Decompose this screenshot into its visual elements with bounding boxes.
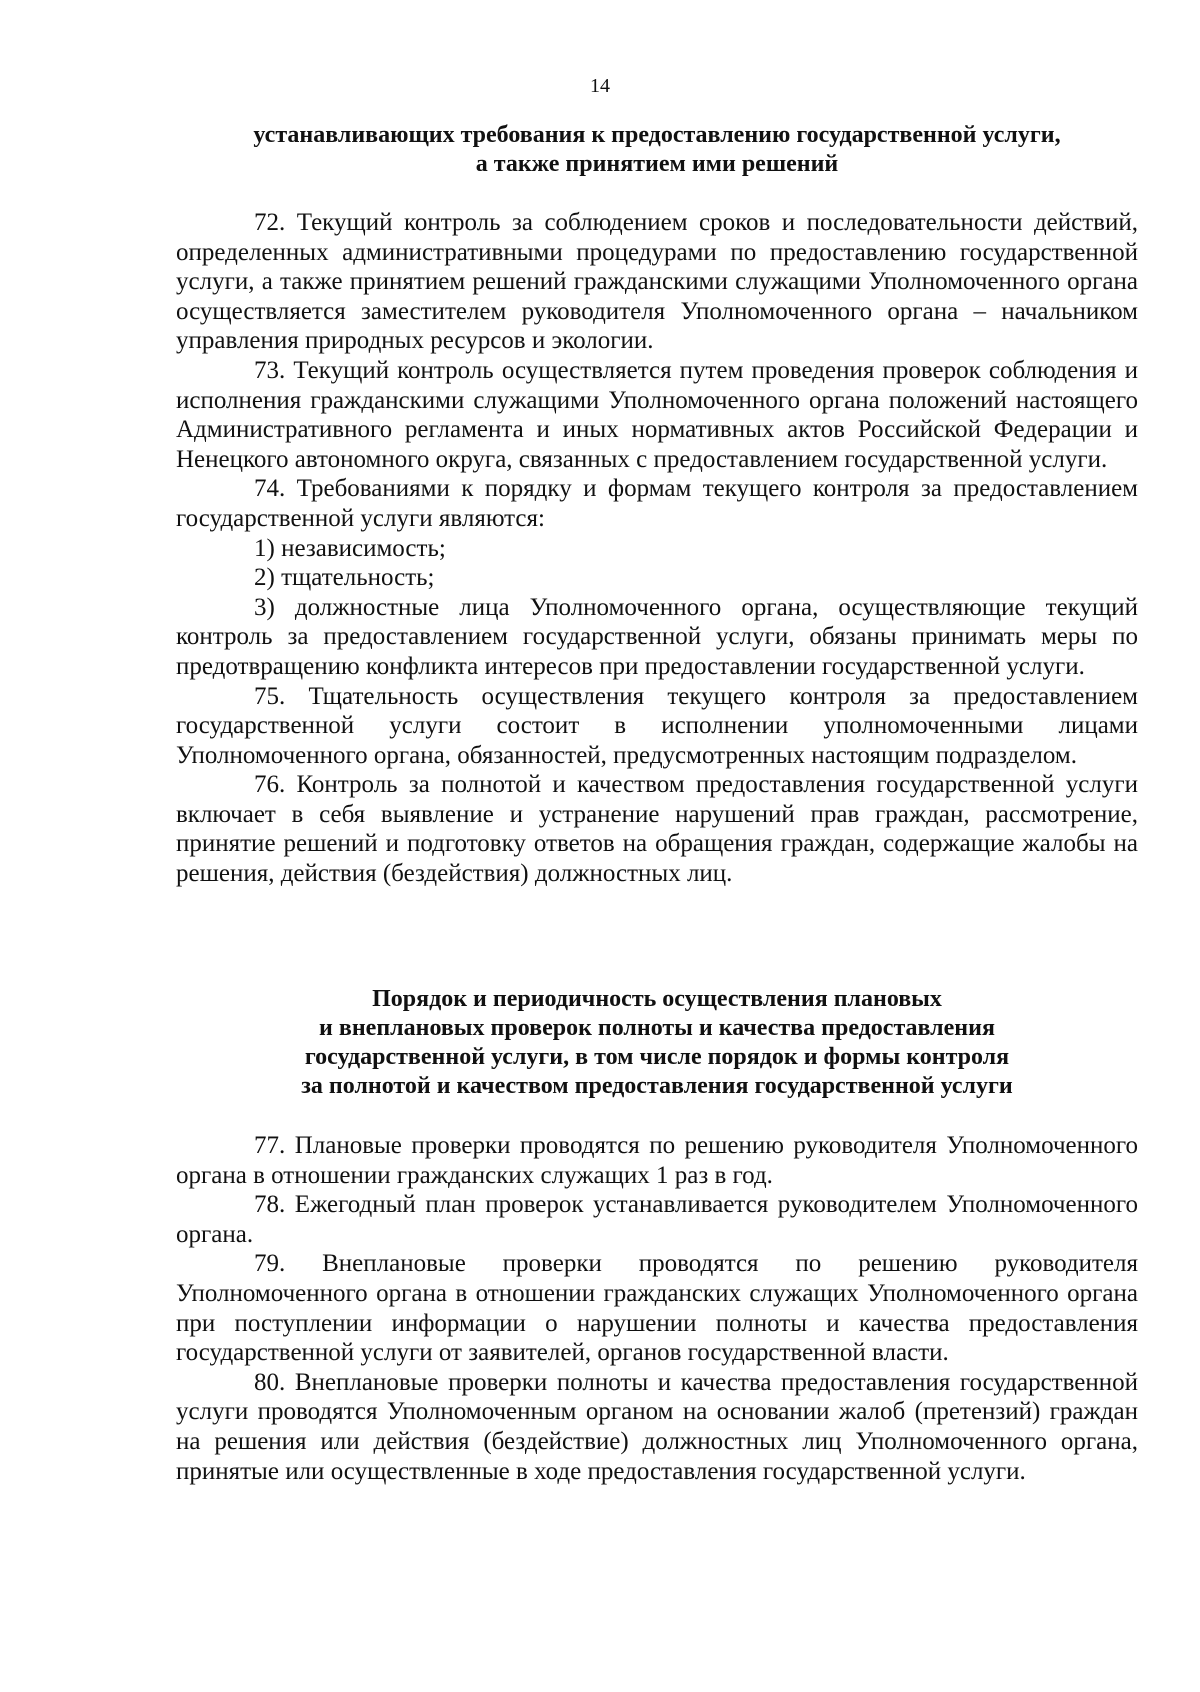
section-body-2: [176, 1131, 1138, 1486]
paragraph-78: 78. Ежегодный план проверок устанавливается руководителем Уполномоченного органа.: [176, 1191, 1138, 1248]
heading-line: а также принятием ими решений: [475, 151, 839, 177]
paragraph-79: 79. Внеплановые проверки проводятся по решению руководителя Уполномоченного органа в отношении гражданских служащих Уполномоченного органа при поступлении информации о нарушении полноты и качества предоставления государственной услуги от заявителей, органов государственной власти.: [176, 1250, 1138, 1367]
heading-line: за полнотой и качеством предоставления государственной услуги: [301, 1073, 1013, 1099]
section-body-1: [176, 208, 1138, 889]
list-item-2: 2) тщательность;: [254, 564, 435, 592]
heading-line: государственной услуги, в том числе порядок и формы контроля: [304, 1044, 1010, 1070]
list-item-1: 1) независимость;: [254, 534, 446, 562]
paragraph-80: 80. Внеплановые проверки полноты и качества предоставления государственной услуги проводятся Уполномоченным органом на основании жалоб (претензий) граждан на решения или действия (бездействие) должностных лиц Уполномоченного органа, принятые или осуществленные в ходе предоставления государственной услуги.: [176, 1368, 1138, 1485]
paragraph-73: 73. Текущий контроль осуществляется путем проведения проверок соблюдения и исполнения гражданскими служащими Уполномоченного органа положений настоящего Административного регламента и иных нормативных актов Российской Федерации и Ненецкого автономного округа, связанных с предоставлением государственной услуги.: [176, 356, 1138, 473]
page-number: 14: [590, 75, 610, 97]
section-heading-top: [176, 121, 1138, 179]
heading-line: Порядок и периодичность осуществления плановых: [372, 986, 942, 1012]
paragraph-76: 76. Контроль за полнотой и качеством предоставления государственной услуги включает в себя выявление и устранение нарушений прав граждан, рассмотрение, принятие решений и подготовку ответов на обращения граждан, содержащие жалобы на решения, действия (бездействия) должностных лиц.: [176, 771, 1138, 888]
list-item-3: 3) должностные лица Уполномоченного органа, осуществляющие текущий контроль за предоставлением государственной услуги, обязаны принимать меры по предотвращению конфликта интересов при предоставлении государственной услуги.: [176, 593, 1138, 680]
paragraph-75: 75. Тщательность осуществления текущего контроля за предоставлением государственной услуги состоит в исполнении уполномоченными лицами Уполномоченного органа, обязанностей, предусмотренных настоящим подразделом.: [176, 682, 1138, 769]
paragraph-77: 77. Плановые проверки проводятся по решению руководителя Уполномоченного органа в отношении гражданских служащих 1 раз в год.: [176, 1132, 1138, 1189]
paragraph-74: 74. Требованиями к порядку и формам текущего контроля за предоставлением государственной услуги являются:: [176, 475, 1138, 532]
heading-line: устанавливающих требования к предоставлению государственной услуги,: [253, 122, 1061, 148]
paragraph-72: 72. Текущий контроль за соблюдением сроков и последовательности действий, определенных административными процедурами по предоставлению государственной услуги, а также принятием решений гражданскими служащими Уполномоченного органа осуществляется заместителем руководителя Уполномоченного органа – начальником управления природных ресурсов и экологии.: [176, 209, 1138, 355]
section-heading-2: [176, 985, 1138, 1101]
heading-line: и внеплановых проверок полноты и качества предоставления: [319, 1015, 995, 1041]
